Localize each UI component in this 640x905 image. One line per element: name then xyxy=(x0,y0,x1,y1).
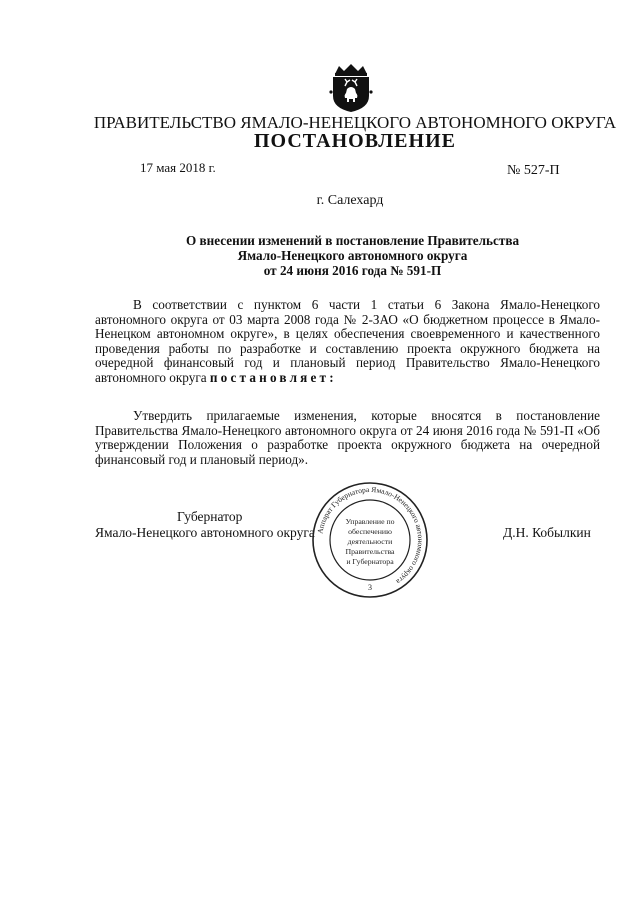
subject-line-1: О внесении изменений в постановление Правительства xyxy=(185,233,520,248)
stamp-line-4: Правительства xyxy=(345,547,395,556)
document-date: 17 мая 2018 г. xyxy=(140,160,216,175)
stamp-line-5: и Губернатора xyxy=(346,557,394,566)
resolves-keyword: постановляет: xyxy=(209,369,337,385)
stamp-number: 3 xyxy=(368,583,372,592)
coat-of-arms-emblem xyxy=(325,62,377,114)
signatory-name: Д.Н. Кобылкин xyxy=(503,525,591,540)
stamp-line-1: Управление по xyxy=(345,517,395,526)
stamp-ring-text: Аппарат Губернатора Ямало-Ненецкого автономного округа xyxy=(315,484,426,587)
subject-line-3: от 24 июня 2016 года № 591-П xyxy=(263,263,442,278)
document-city: г. Салехард xyxy=(316,193,384,208)
stamp-line-2: обеспечению xyxy=(348,527,392,536)
document-type-heading: ПОСТАНОВЛЕНИЕ xyxy=(254,130,456,152)
official-stamp xyxy=(310,480,430,600)
body-paragraph-2: Утвердить прилагаемые изменения, которые вносятся в постановление Правительства Ямало-Ненецкого автономного округа от 24 июня 2016 года № 591-П «Об утверждении Положения о разработке проекта окружного бюджета на очередной финансовый год и плановый период». xyxy=(95,408,600,467)
government-title: ПРАВИТЕЛЬСТВО ЯМАЛО-НЕНЕЦКОГО АВТОНОМНОГО ОКРУГА xyxy=(93,113,617,132)
body-paragraph-1 xyxy=(95,298,600,386)
paragraph-1-text: В соответствии с пунктом 6 части 1 статьи 6 Закона Ямало-Ненецкого автономного округа от 03 марта 2008 года № 2-ЗАО «О бюджетном процессе в Ямало-Ненецком автономном округе», в целях обеспечения своевременного и качественного проведения работы по разработке и составлению проекта окружного бюджета на очередной финансовый год и плановый период Правительство Ямало-Ненецкого автономного округа xyxy=(95,297,600,385)
document-subject xyxy=(0,233,640,278)
stamp-line-3: деятельности xyxy=(347,537,393,546)
signatory-title-line-1: Губернатор xyxy=(177,509,243,524)
signatory-title-line-2: Ямало-Ненецкого автономного округа xyxy=(95,525,315,540)
subject-line-2: Ямало-Ненецкого автономного округа xyxy=(237,248,468,263)
document-number: № 527-П xyxy=(507,163,560,178)
